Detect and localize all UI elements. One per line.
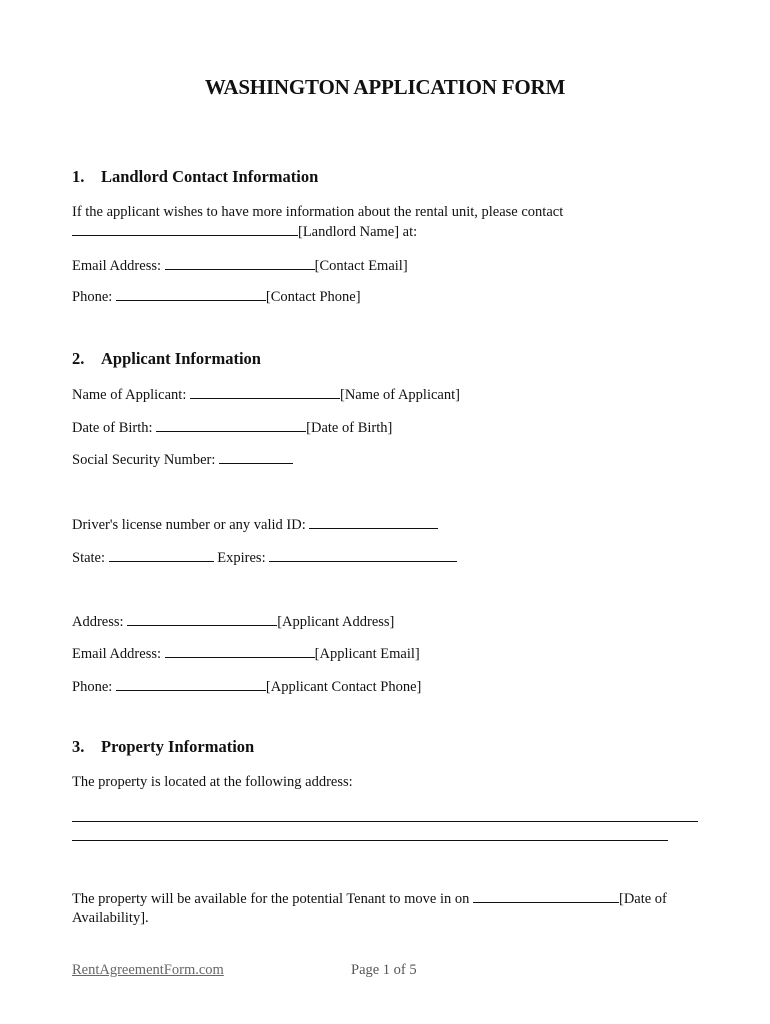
applicant-email-label: Email Address: — [72, 646, 162, 662]
landlord-email-field[interactable] — [165, 256, 315, 270]
landlord-email-line — [72, 256, 408, 275]
applicant-address-placeholder: [Applicant Address] — [277, 614, 395, 630]
landlord-phone-field[interactable] — [116, 287, 266, 301]
section-3-title: Property Information — [101, 737, 255, 756]
applicant-phone-label: Phone: — [72, 679, 113, 695]
applicant-address-line — [72, 612, 394, 631]
applicant-license-label: Driver's license number or any valid ID: — [72, 517, 306, 533]
section-1-heading — [72, 168, 318, 186]
applicant-email-line — [72, 644, 420, 663]
section-2-title: Applicant Information — [101, 349, 261, 368]
applicant-name-field[interactable] — [190, 385, 340, 399]
property-address-field-line-1[interactable] — [72, 821, 698, 822]
applicant-name-label: Name of Applicant: — [72, 387, 187, 403]
availability-placeholder-start: [Date of — [618, 891, 667, 907]
applicant-state-field[interactable] — [109, 548, 214, 562]
applicant-address-field[interactable] — [127, 612, 277, 626]
document-title: WASHINGTON APPLICATION FORM — [204, 75, 566, 99]
applicant-state-line — [72, 548, 457, 567]
applicant-license-line — [72, 515, 438, 534]
section-1-intro: If the applicant wishes to have more information about the rental unit, please contact — [72, 204, 564, 220]
availability-text: The property will be available for the potential Tenant to move in on — [72, 891, 470, 907]
landlord-phone-line — [72, 287, 361, 306]
applicant-email-field[interactable] — [165, 644, 315, 658]
applicant-dob-label: Date of Birth: — [72, 420, 153, 436]
applicant-address-label: Address: — [72, 614, 124, 630]
availability-date-field[interactable] — [473, 889, 619, 903]
landlord-name-line — [72, 222, 417, 241]
landlord-email-placeholder: [Contact Email] — [314, 258, 408, 274]
landlord-name-label: [Landlord Name] at: — [298, 224, 418, 240]
applicant-email-placeholder: [Applicant Email] — [314, 646, 420, 662]
footer-site-link[interactable]: RentAgreementForm.com — [72, 962, 224, 978]
applicant-ssn-label: Social Security Number: — [72, 452, 216, 468]
applicant-phone-placeholder: [Applicant Contact Phone] — [265, 679, 422, 695]
applicant-name-placeholder: [Name of Applicant] — [339, 387, 460, 403]
availability-placeholder-end: Availability]. — [72, 910, 149, 926]
availability-line — [72, 889, 667, 908]
applicant-dob-field[interactable] — [156, 418, 306, 432]
applicant-ssn-line — [72, 450, 293, 469]
landlord-phone-label: Phone: — [72, 289, 113, 305]
applicant-license-field[interactable] — [309, 515, 438, 529]
section-1-title: Landlord Contact Information — [101, 167, 319, 186]
section-3-heading — [72, 738, 254, 756]
section-3-number: 3. — [72, 737, 85, 756]
applicant-dob-placeholder: [Date of Birth] — [306, 420, 393, 436]
applicant-expires-field[interactable] — [269, 548, 457, 562]
landlord-email-label: Email Address: — [72, 258, 162, 274]
footer-page-number: Page 1 of 5 — [351, 962, 417, 978]
section-2-number: 2. — [72, 349, 85, 368]
applicant-phone-field[interactable] — [116, 677, 266, 691]
landlord-name-field[interactable] — [72, 222, 298, 236]
property-located-text: The property is located at the following address: — [72, 774, 353, 790]
applicant-state-label: State: — [72, 550, 106, 566]
section-1-number: 1. — [72, 167, 85, 186]
applicant-ssn-field[interactable] — [219, 450, 293, 464]
applicant-name-line — [72, 385, 460, 404]
applicant-dob-line — [72, 418, 392, 437]
applicant-phone-line — [72, 677, 421, 696]
section-2-heading — [72, 350, 261, 368]
applicant-expires-label: Expires: — [217, 550, 266, 566]
property-address-field-line-2[interactable] — [72, 840, 668, 841]
landlord-phone-placeholder: [Contact Phone] — [265, 289, 361, 305]
